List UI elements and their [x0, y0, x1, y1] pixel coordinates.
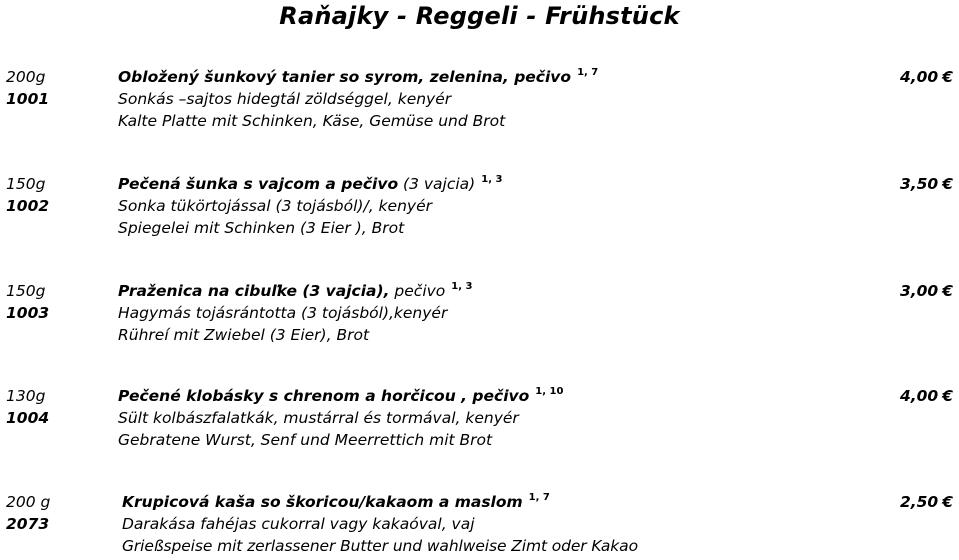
- item-price-value: 4,00: [899, 68, 939, 86]
- item-name-de: Kalte Platte mit Schinken, Käse, Gemüse und Brot: [118, 112, 506, 130]
- euro-icon: €: [942, 387, 953, 405]
- item-name-de: Grießspeise mit zerlassener Butter und wahlweise Zimt oder Kakao: [122, 537, 638, 555]
- item-price: [900, 66, 953, 88]
- item-name-extra: pečivo: [389, 282, 446, 300]
- euro-icon: €: [942, 282, 953, 300]
- item-name-de: Gebratene Wurst, Senf und Meerrettich mit Brot: [118, 431, 493, 449]
- item-name-de: Spiegelei mit Schinken (3 Eier ), Brot: [118, 219, 405, 237]
- item-price: [900, 280, 953, 302]
- menu-item: [0, 173, 959, 253]
- menu-title: Raňajky - Reggeli - Frühstück: [279, 2, 680, 30]
- euro-icon: €: [942, 68, 953, 86]
- item-code: 1002: [6, 197, 50, 215]
- euro-icon: €: [942, 175, 953, 193]
- item-price-value: 4,00: [899, 387, 939, 405]
- item-allergens: 1, 3: [451, 281, 473, 292]
- item-code: 2073: [6, 515, 50, 533]
- item-code: 1003: [6, 304, 50, 322]
- item-price-value: 2,50: [899, 493, 939, 511]
- item-name-text: Obložený šunkový tanier so syrom, zelenina, pečivo: [118, 68, 572, 86]
- menu-item: [0, 385, 959, 465]
- item-name-extra: (3 vajcia): [398, 175, 476, 193]
- item-name-hu: Hagymás tojásrántotta (3 tojásból),kenyér: [118, 304, 448, 322]
- item-name-text: Praženica na cibuľke (3 vajcia),: [118, 282, 390, 300]
- item-allergens: 1, 7: [577, 67, 599, 78]
- item-name-text: Krupicová kaša so škoricou/kakaom a maslom: [122, 493, 523, 511]
- item-weight: 150g: [6, 175, 46, 193]
- item-weight: 200 g: [6, 493, 51, 511]
- item-name-hu: Sonkás –sajtos hidegtál zöldséggel, kenyér: [118, 90, 452, 108]
- item-name-text: Pečené klobásky s chrenom a horčicou , pečivo: [118, 387, 530, 405]
- item-name-hu: Darakása fahéjas cukorral vagy kakaóval, vaj: [122, 515, 475, 533]
- item-price-value: 3,50: [899, 175, 939, 193]
- menu-item: [0, 66, 959, 146]
- item-weight: 150g: [6, 282, 46, 300]
- menu-item: [0, 280, 959, 360]
- item-name-de: Rühreí mit Zwiebel (3 Eier), Brot: [118, 326, 370, 344]
- item-allergens: 1, 7: [528, 492, 550, 503]
- item-name-hu: Sonka tükörtojással (3 tojásból)/, kenyér: [118, 197, 432, 215]
- menu-item: [0, 491, 959, 560]
- item-code: 1004: [6, 409, 50, 427]
- item-name-hu: Sült kolbászfalatkák, mustárral és tormával, kenyér: [118, 409, 519, 427]
- item-name-text: Pečená šunka s vajcom a pečivo: [118, 175, 399, 193]
- item-allergens: 1, 3: [481, 174, 503, 185]
- item-price: [900, 491, 953, 513]
- euro-icon: €: [942, 493, 953, 511]
- item-price: [900, 173, 953, 195]
- item-weight: 200g: [6, 68, 46, 86]
- item-code: 1001: [6, 90, 50, 108]
- item-price: [900, 385, 953, 407]
- item-price-value: 3,00: [899, 282, 939, 300]
- item-weight: 130g: [6, 387, 46, 405]
- item-allergens: 1, 10: [535, 386, 564, 397]
